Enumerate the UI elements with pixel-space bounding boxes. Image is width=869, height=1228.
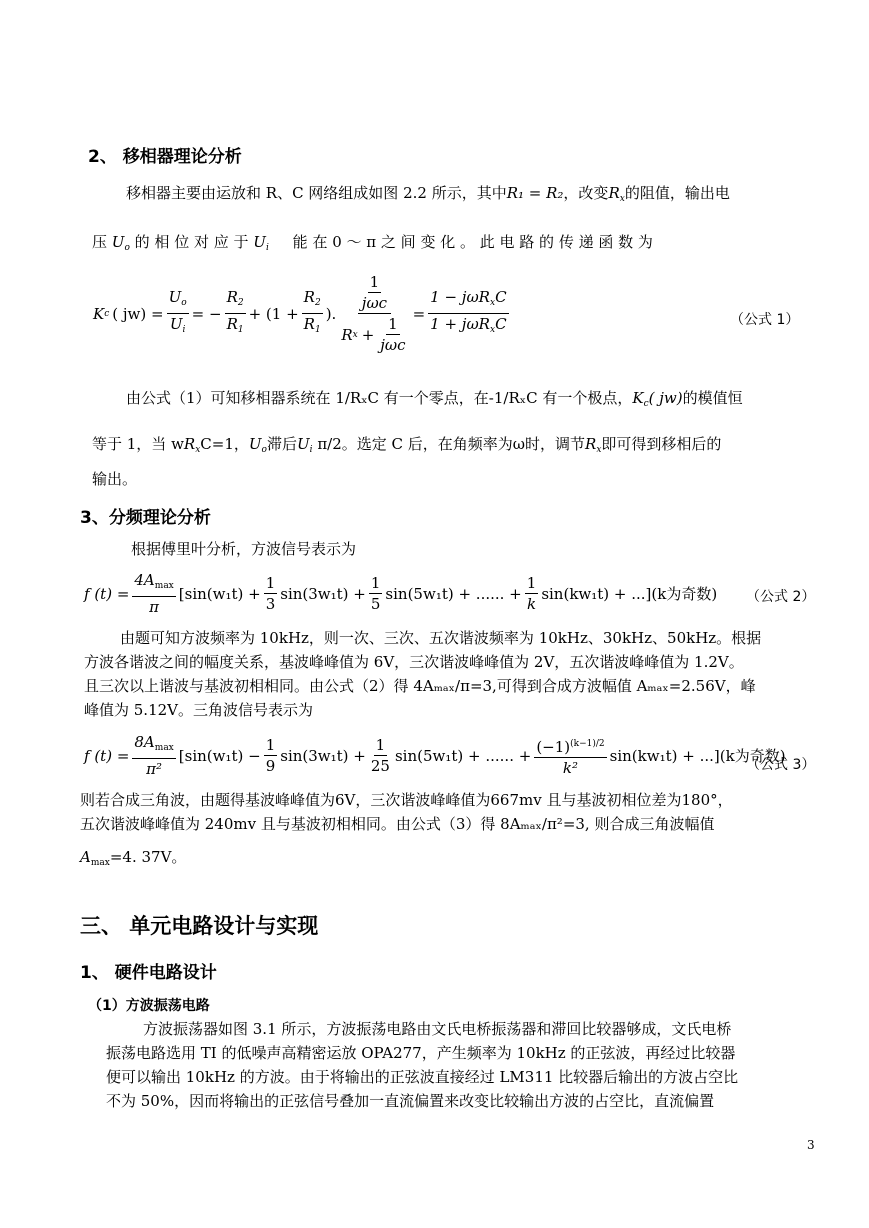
symbol-rx: R <box>608 184 620 202</box>
text-run: 由公式（1）可知移相器系统在 1/RₓC 有一个零点，在-1/RₓC 有一个极点， <box>126 389 633 407</box>
fraction-minus1-k2: $\frac{(-1)^{(k-1)/2}}{\text{k²}}$ <box>534 734 606 778</box>
paragraph-oscillator-2: 振荡电路选用 TI 的低噪声高精密运放 OPA277，产生频率为 10kHz 的正弦波，再经过比较器 <box>106 1044 736 1062</box>
text-run: 即可得到移相后的 <box>601 435 722 453</box>
paragraph-square-harmonics-2: 方波各谐波之间的幅度关系，基波峰峰值为 6V，三次谐波峰峰值为 2V，五次谐波峰峰值为 1.2V。 <box>84 653 744 671</box>
fraction-r2-r1: $\frac{R_2}{R_1}$ <box>226 288 244 335</box>
text-run: ，改变 <box>563 184 609 202</box>
text-run: 等于 1，当 w <box>92 435 184 453</box>
text-run: 移相器主要由运放和 R、C 网络组成如图 2.2 所示，其中 <box>126 184 507 202</box>
fraction-1-3: $\frac{1}{3}$ <box>265 574 276 613</box>
fraction-1-5: $\frac{1}{5}$ <box>370 574 381 613</box>
eq-text: = − <box>191 304 222 323</box>
fraction-uo-ui: $\frac{U_o}{U_i}$ <box>168 288 187 335</box>
paragraph-zero-pole <box>126 386 743 417</box>
fraction-result: $\frac{1 - j\omega R_xC}{1 + j\omega R_xC}$ <box>430 288 507 335</box>
paragraph-phase-intro <box>126 181 730 212</box>
eq-text: sin(3w₁t) + <box>280 584 366 603</box>
fraction-r2-r1-b: $\frac{R_2}{R_1}$ <box>303 288 321 335</box>
text-run: 的模值恒 <box>682 389 743 407</box>
text-run: =4. 37V。 <box>109 848 187 866</box>
text-run: 能 在 0 ～ π 之 间 变 化 。 此 电 路 的 传 递 函 数 为 <box>292 233 653 251</box>
section-title-phase-shifter: 2、 移相器理论分析 <box>88 147 242 167</box>
eq-text: sin(5w₁t) + ...... + <box>394 746 532 765</box>
symbol-kc: K <box>632 389 644 407</box>
subscript: c <box>643 399 649 409</box>
eq-text: sin(kw₁t) + ...](k为奇数) <box>609 747 786 765</box>
eq-text: [sin(w₁t) − <box>178 746 261 765</box>
fraction-1-k: $\frac{1}{k}$ <box>526 574 537 613</box>
subscript: max <box>90 858 110 868</box>
equation-3-tag: （公式 3） <box>746 757 816 773</box>
paragraph-zero-pole-2: 等于 1，当 $wR_xC=1$，$U_o$滞后$U_i$ π/2。选定 C 后，在角频率为ω时，调节$R_x$即可得到移相后的 <box>92 435 722 455</box>
paragraph-phase-line2 <box>92 230 653 261</box>
text-run: 压 <box>92 233 108 251</box>
eq-text: ( jw) = <box>112 304 164 323</box>
paragraph-oscillator-3: 便可以输出 10kHz 的方波。由于将输出的正弦波直接经过 LM311 比较器后输出的方波占空比 <box>106 1068 739 1086</box>
equation-1 <box>93 272 512 355</box>
paragraph-oscillator-1: 方波振荡器如图 3.1 所示，方波振荡电路由文氏电桥振荡器和滞回比较器够成，文氏电桥 <box>143 1020 732 1038</box>
text-run: 的阻值，输出电 <box>624 184 730 202</box>
eq-symbol: K <box>93 304 105 323</box>
fraction-1-9: $\frac{1}{9}$ <box>265 736 276 775</box>
eq-text: sin(5w₁t) + ...... + <box>385 584 522 603</box>
paragraph-triangle-3 <box>80 845 186 876</box>
paragraph-fourier: 根据傅里叶分析，方波信号表示为 <box>131 540 357 558</box>
paragraph-square-harmonics-3: 且三次以上谐波与基波初相相同。由公式（2）得 4Aₘₐₓ/π=3,可得到合成方波幅值 Aₘₐₓ=2.56V，峰 <box>84 677 756 695</box>
text-run: 的 相 位 对 应 于 <box>134 233 249 251</box>
paragraph-square-harmonics-4: 峰值为 5.12V。三角波信号表示为 <box>84 701 314 719</box>
page-number: 3 <box>807 1138 815 1152</box>
paragraph-output: 输出。 <box>92 470 138 488</box>
paragraph-triangle-1: 则若合成三角波，由题得基波峰峰值为6V，三次谐波峰峰值为667mv 且与基波初相位差为180°， <box>80 791 733 809</box>
equation-1-tag: （公式 1） <box>730 312 800 328</box>
subsubsection-title-square-wave: （1）方波振荡电路 <box>88 998 210 1014</box>
subscript: x <box>619 194 625 204</box>
subscript: c <box>104 308 110 319</box>
eq-text: = <box>412 304 426 323</box>
formula-r1-r2: R₁ = R₂ <box>506 184 564 202</box>
eq-text: + (1 + <box>248 304 299 323</box>
subsection-title-hardware: 1、 硬件电路设计 <box>80 963 217 983</box>
text-run: π/2。选定 C 后，在角频率为ω时，调节 <box>317 435 586 453</box>
text-run: ( jw) <box>648 389 683 407</box>
eq-text: ). <box>325 304 337 323</box>
eq-text: f (t) = <box>84 746 130 765</box>
paragraph-square-harmonics-1: 由题可知方波频率为 10kHz，则一次、三次、五次谐波频率为 10kHz、30kHz、50kHz。根据 <box>120 629 762 647</box>
chapter-title-unit-circuit: 三、 单元电路设计与实现 <box>80 914 319 938</box>
subscript: i <box>265 243 269 253</box>
equation-3 <box>84 732 786 779</box>
symbol-amax: A <box>80 848 91 866</box>
fraction-1-25: $\frac{1}{25}$ <box>370 736 390 775</box>
eq-text: sin(3w₁t) + <box>280 746 366 765</box>
symbol-ui: U <box>253 233 266 251</box>
section-title-frequency-division: 3、分频理论分析 <box>80 508 211 528</box>
equation-2 <box>84 570 717 617</box>
paragraph-triangle-2: 五次谐波峰峰值为 240mv 且与基波初相相同。由公式（3）得 8Aₘₐₓ/π²=3, 则合成三角波幅值 <box>80 815 715 833</box>
paragraph-oscillator-4: 不为 50%，因而将输出的正弦信号叠加一直流偏置来改变比较输出方波的占空比，直流偏置 <box>106 1092 715 1110</box>
fraction-8amax-pi2: $\frac{8A_{max}}{\text{π²}}$ <box>134 733 174 778</box>
text-run: C=1， <box>200 435 249 453</box>
subscript: o <box>124 243 130 253</box>
equation-2-tag: （公式 2） <box>746 589 816 605</box>
symbol-uo: U <box>111 233 125 251</box>
eq-text: sin(kw₁t) + ...](k为奇数) <box>541 585 718 603</box>
eq-text: [sin(w₁t) + <box>178 584 261 603</box>
eq-text: f (t) = <box>84 584 130 603</box>
fraction-4amax-pi: $\frac{4A_{max}}{\pi}$ <box>134 571 174 616</box>
text-run: 滞后 <box>266 435 297 453</box>
fraction-compound: $\frac{1}{\text{jωc}}$ R x + $\frac{1}{\text{jωc}}$ <box>341 273 406 354</box>
